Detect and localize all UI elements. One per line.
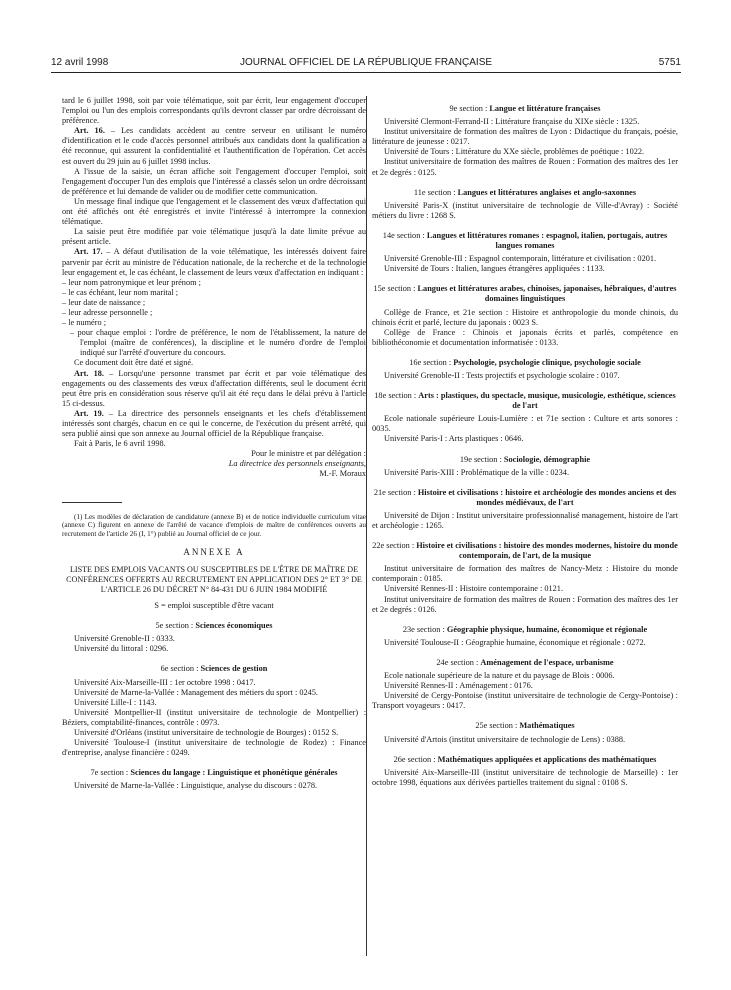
list-item: Université Toulouse-I (institut universitaire de technologie de Rodez) : Finance d'entreprise, analyse financière : 0249.: [62, 738, 366, 758]
section-number: 24e section :: [436, 657, 481, 667]
signatory-name: M.-F. Moraux: [319, 469, 366, 479]
section-title: Histoire et civilisations : histoire des mondes modernes, histoire du monde contemporain, de l'art, de la musique: [416, 541, 678, 561]
section-heading: [372, 358, 678, 368]
section-title: Géographie physique, humaine, économique et régionale: [446, 624, 648, 634]
bullet-item: – le cas échéant, leur nom marital ;: [62, 287, 179, 297]
section-title: Arts : plastiques, du spectacle, musique, musicologie, esthétique, sciences de l'art: [418, 391, 676, 411]
bullet-item: – le numéro ;: [62, 318, 107, 328]
section-title: Langues et littératures romanes : espagnol, italien, portugais, autres langues romanes: [426, 230, 668, 251]
paragraph: La saisie peut être modifiée par voie télématique jusqu'à la date limite prévue au présent article.: [62, 227, 366, 247]
intro-paragraph: tard le 6 juillet 1998, soit par voie télématique, soit par écrit, leur engagement d'occuper l'emploi ou l'un des emplois correspondants qu'ils devront classer par ordre décroissant de préférence.: [62, 96, 366, 126]
list-heading: LISTE DES EMPLOIS VACANTS OU SUSCEPTIBLES DE L'ÊTRE DE MAÎTRE DE CONFÉRENCES OFFERTS AU RECRUTEMENT EN APPLICATION DES 2° ET 3° DE L'ARTICLE 26 DU DÉCRET N° 84-431 DU 6 JUIN 1984 MODIFIÉ: [66, 565, 362, 595]
section-number: 6e section :: [160, 664, 201, 674]
list-item: Université de Tours : Italien, langues étrangères appliquées : 1133.: [384, 264, 605, 274]
page-header: [51, 57, 681, 71]
section-title: Sciences économiques: [195, 621, 273, 631]
section-title: Langues et littératures arabes, chinoises, japonaises, hébraïques, d'autres domaines linguistiques: [417, 284, 677, 304]
footnote-separator: [62, 502, 122, 503]
list-item: Université de Marne-la-Vallée : Management des métiers du sport : 0245.: [74, 687, 318, 697]
date-line: Fait à Paris, le 6 avril 1998.: [74, 439, 166, 449]
list-item: Université Aix-Marseille-III (institut universitaire de technologie de Marseille) : 1er octobre 1998, équations aux dérivées partielles traitement du signal : 0108 S.: [372, 767, 678, 787]
right-column: [372, 96, 678, 788]
list-item: Collège de France, et 21e section : Histoire et anthropologie du monde chinois, du chinois écrit et parlé, lecture du japonais : 0023 S.: [372, 307, 678, 327]
article-label: Art. 16.: [74, 126, 105, 136]
article-label: Art. 17.: [74, 247, 103, 257]
list-item: Ecole nationale supérieure Louis-Lumière : et 71e section : Culture et arts sonores : 0035.: [372, 414, 678, 434]
signature-line: Pour le ministre et par délégation :: [251, 449, 366, 459]
article-16: Art. 16. – Les candidats accèdent au centre serveur en utilisant le numéro d'identification et le code d'accès personnel attribués aux candidats dont la qualification a été reconnue, qui assurent la confidentialité et l'authentification de l'opération. Cet accès est ouvert du 29 juin au 6 juillet 1998 inclus.: [62, 126, 366, 166]
list-item: Université Grenoble-II : Tests projectifs et psychologie scolaire : 0107.: [384, 370, 620, 380]
article-label: Art. 19.: [74, 408, 104, 418]
article-18: Art. 18. – Lorsqu'une personne transmet par écrit et par voie télématique des engagements ou des classements des vœux d'affectation différents, seul le document écrit peut être pris en considération sous réserve qu'il ait été reçu dans le délai prévu à l'article 15 ci-dessus.: [62, 368, 366, 408]
list-item: Université de Marne-la-Vallée : Linguistique, analyse du discours : 0278.: [74, 781, 318, 791]
section-title: Aménagement de l'espace, urbanisme: [480, 657, 614, 667]
bullet-item: – pour chaque emploi : l'ordre de préférence, le nom de l'établissement, la nature de l'emploi (maître de conférences), la discipline et le numéro d'ordre de l'emploi indiqué sur l'arrêté d'ouverture du concours.: [70, 328, 366, 358]
section-heading: [62, 664, 366, 674]
section-heading: [372, 455, 678, 465]
section-heading: [372, 284, 678, 304]
list-item: Université Montpellier-II (institut universitaire de technologie de Montpellier) : Béziers, comptabilité-finances, contrôle : 0973.: [62, 707, 366, 727]
section-heading: [372, 104, 678, 114]
paragraph: A l'issue de la saisie, un écran affiche soit l'engagement d'occuper l'emploi, soit l'engagement d'occuper l'un des emplois que l'intéressé a classés selon un ordre décroissant de préférence et lui demande de valider ou de modifier cette communication.: [62, 166, 366, 196]
bullet-item: – leur adresse personnelle ;: [62, 307, 153, 317]
section-heading: [372, 625, 678, 635]
list-item: Université d'Artois (institut universitaire de technologie de Lens) : 0388.: [384, 734, 626, 744]
section-title: Mathématiques appliquées et applications des mathématiques: [437, 754, 657, 764]
column-divider: [366, 96, 367, 956]
section-heading: [372, 231, 678, 251]
article-17: Art. 17. – A défaut d'utilisation de la voie télématique, les intéressés doivent faire parvenir par écrit au ministre de l'éducation nationale, de la recherche et de la technologie leur engagement et, le cas échéant, le classement de leurs vœux d'affectation en indiquant :: [62, 247, 366, 277]
section-title: Sociologie, démographie: [503, 454, 591, 464]
section-number: 23e section :: [402, 624, 447, 634]
section-title: Histoire et civilisations : histoire et archéologie des mondes anciens et des mondes médiévaux, de l'art: [417, 487, 677, 507]
paragraph: Un message final indique que l'engagement et le classement des vœux d'affectation qui ont été affichés ont été enregistrés et invite l'intéressé à interrompre la connexion télématique.: [62, 196, 366, 227]
footnote: (1) Les modèles de déclaration de candidature (annexe B) et de notice individuelle curriculum vitae (annexe C) figurent en annexe de l'arrêté de vacance d'emplois de maître de conférences ouverts au recrutement de l'article 26 (I, 1°) publié au Journal officiel de ce jour.: [62, 512, 366, 539]
section-number: 14e section :: [382, 230, 427, 240]
section-number: 21e section :: [373, 487, 418, 497]
list-item: Université d'Orléans (institut universitaire de technologie de Bourges) : 0152 S.: [74, 727, 339, 737]
list-item: Université Paris-I : Arts plastiques : 0646.: [384, 434, 524, 444]
header-rule: [51, 72, 681, 73]
list-item: Université Rennes-II : Aménagement : 0176.: [384, 681, 533, 691]
section-heading: [372, 755, 678, 765]
list-item: Institut universitaire de formation des maîtres de Rouen : Formation des maîtres des 1er et 2e degrés : 0125.: [372, 157, 678, 177]
list-item: Université Paris-XIII : Problématique de la ville : 0234.: [384, 467, 570, 477]
list-item: Université de Dijon : Institut universitaire professionnalisé management, histoire de l'art et archéologie : 1265.: [372, 510, 678, 530]
section-title: Sciences du langage : Linguistique et phonétique générales: [130, 768, 338, 778]
list-item: Institut universitaire de formation des maîtres de Nancy-Metz : Histoire du monde contemporain : 0185.: [372, 564, 678, 584]
section-number: 25e section :: [475, 721, 520, 731]
list-item: Université Grenoble-II : 0333.: [74, 634, 175, 644]
annex-title: ANNEXE A: [183, 546, 245, 557]
list-item: Université Toulouse-II : Géographie humaine, économique et régionale : 0272.: [384, 637, 646, 647]
section-heading: [372, 391, 678, 411]
section-number: 22e section :: [372, 541, 417, 551]
list-item: Ecole nationale supérieure de la nature et du paysage de Blois : 0006.: [384, 671, 615, 681]
section-number: 19e section :: [459, 454, 504, 464]
list-item: Université Aix-Marseille-III : 1er octobre 1998 : 0417.: [74, 677, 256, 687]
article-label: Art. 18.: [74, 368, 105, 378]
list-item: Université du littoral : 0296.: [74, 644, 169, 654]
list-item: Université de Tours : Littérature du XXe siècle, problèmes de poétique : 1022.: [384, 147, 645, 157]
list-item: Université Clermont-Ferrand-II : Littérature française du XIXe siècle : 1325.: [384, 117, 640, 127]
bullet-item: – leur date de naissance ;: [62, 297, 146, 307]
page-number: 5751: [658, 57, 681, 68]
list-item: Institut universitaire de formation des maîtres de Rouen : Formation des maîtres des 1er et 2e degrés : 0126.: [372, 594, 678, 614]
section-number: 5e section :: [155, 621, 196, 631]
left-column: [62, 96, 366, 791]
bullet-item: – leur nom patronymique et leur prénom ;: [62, 277, 201, 287]
header-date: 12 avril 1998: [51, 57, 109, 68]
list-item: Université de Cergy-Pontoise (institut universitaire de technologie de Cergy-Pontoise) : Transport voyageurs : 0417.: [372, 691, 678, 711]
journal-title: JOURNAL OFFICIEL DE LA RÉPUBLIQUE FRANÇAISE: [239, 57, 493, 68]
section-title: Psychologie, psychologie clinique, psychologie sociale: [453, 357, 641, 367]
section-number: 15e section :: [373, 284, 418, 294]
section-title: Langue et littérature françaises: [489, 104, 601, 113]
article-19: Art. 19. – La directrice des personnels enseignants et les chefs d'établissement intéressés sont chargés, chacun en ce qui le concerne, de l'exécution du présent arrêté, qui sera publié ainsi que son annexe au Journal officiel de la République française.: [62, 408, 366, 439]
signature-title: La directrice des personnels enseignants,: [228, 459, 366, 469]
section-heading: [372, 488, 678, 508]
section-heading: [62, 621, 366, 631]
list-item: Université Paris-X (institut universitaire de technologie de Ville-d'Avray) : Société métiers du livre : 1268 S.: [372, 200, 678, 220]
list-item: Université Lille-I : 1143.: [74, 697, 157, 707]
list-item: Université Rennes-II : Histoire contemporaine : 0121.: [384, 584, 564, 594]
list-item: Institut universitaire de formation des maîtres de Lyon : Didactique du français, poésie, littérature de jeunesse : 0217.: [372, 127, 678, 147]
list-item: Collège de France : Chinois et japonais écrits et parlés, compétence en bibliothéconomie et documentation informatisée : 0133.: [372, 327, 678, 347]
section-number: 16e section :: [409, 357, 454, 367]
section-heading: [372, 541, 678, 561]
section-heading: [372, 721, 678, 731]
section-heading: [372, 188, 678, 198]
section-title: Mathématiques: [519, 721, 575, 731]
legend-line: S = emploi susceptible d'être vacant: [154, 601, 274, 611]
section-title: Sciences de gestion: [200, 664, 268, 674]
section-number: 18e section :: [374, 391, 419, 401]
section-heading: [62, 768, 366, 778]
section-number: 9e section :: [449, 104, 490, 113]
section-title: Langues et littératures anglaises et anglo-saxonnes: [457, 187, 637, 197]
paragraph: Ce document doit être daté et signé.: [74, 358, 194, 368]
section-number: 7e section :: [90, 768, 131, 778]
section-heading: [372, 658, 678, 668]
section-number: 11e section :: [413, 187, 458, 197]
list-item: Université Grenoble-III : Espagnol contemporain, littérature et civilisation : 0201.: [384, 254, 657, 264]
section-number: 26e section :: [393, 754, 438, 764]
